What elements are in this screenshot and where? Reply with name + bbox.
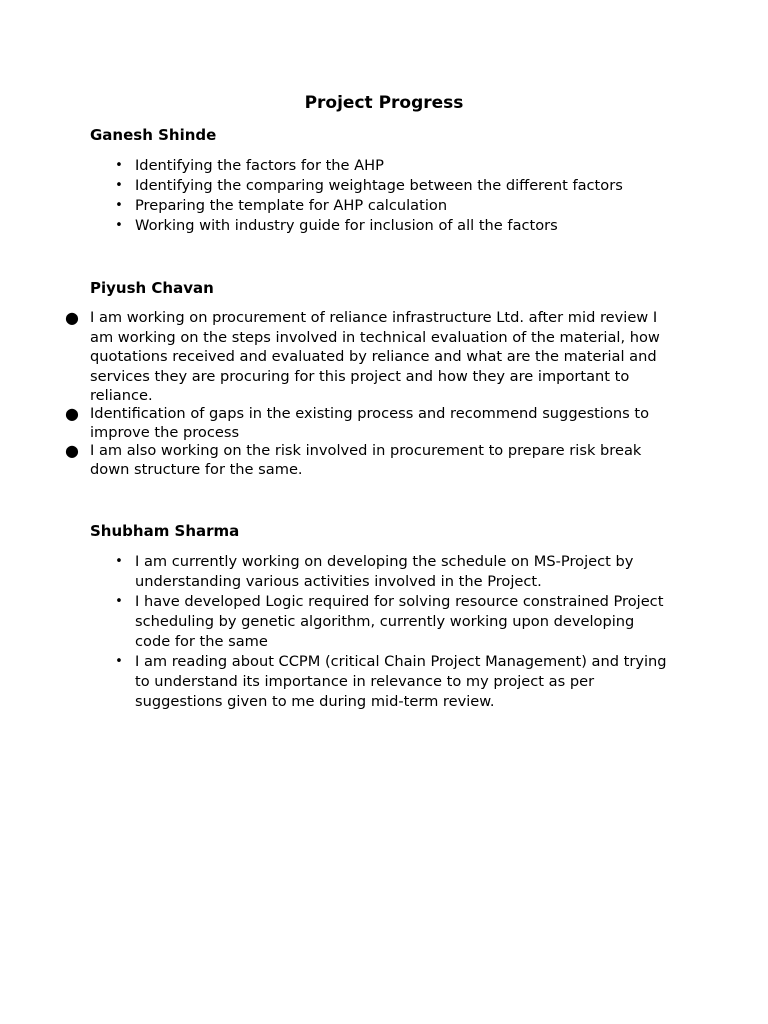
list-item — [115, 176, 695, 196]
bullet-icon: • — [115, 198, 123, 213]
list-item-text: Working with industry guide for inclusion of all the factors — [135, 217, 558, 234]
bullet-icon: • — [115, 178, 123, 193]
list-item — [65, 403, 680, 443]
list-item-text: Preparing the template for AHP calculation — [135, 197, 448, 214]
list-item-text: I am currently working on developing the schedule on MS-Project by understanding various activities involved in the Project. — [135, 553, 634, 590]
list-item — [115, 216, 695, 236]
list-item-text: I have developed Logic required for solving resource constrained Project scheduling by genetic algorithm, currently working upon developing code for the same — [135, 593, 664, 650]
bullet-icon: • — [115, 158, 123, 173]
bullet-icon: • — [115, 594, 123, 609]
bullet-icon: • — [115, 218, 123, 233]
list-item — [65, 308, 680, 406]
list-item — [115, 592, 670, 652]
list-item-text: I am reading about CCPM (critical Chain Project Management) and trying to understand its importance in relevance to my project as per suggestions given to me during mid-term review. — [135, 653, 667, 710]
bullet-icon: ● — [65, 308, 79, 327]
list-item — [115, 196, 695, 216]
bullet-icon: ● — [65, 440, 79, 460]
bullet-icon: • — [115, 654, 123, 669]
shubham-sharma-list — [115, 552, 670, 712]
list-item-text: Identifying the factors for the AHP — [135, 157, 384, 174]
list-item — [65, 440, 680, 480]
section-heading-ganesh-shinde: Ganesh Shinde — [90, 126, 217, 144]
piyush-chavan-list — [65, 308, 680, 480]
section-heading-piyush-chavan: Piyush Chavan — [90, 279, 214, 297]
list-item-text: I am working on procurement of reliance infrastructure Ltd. after mid review I am working on the steps involved in technical evaluation of the material, how quotations received and evaluated by reliance and what are the material and services they are procuring for this project and how they are important to reliance. — [90, 309, 660, 404]
section-heading-shubham-sharma: Shubham Sharma — [90, 522, 240, 540]
list-item — [115, 552, 670, 592]
list-item-text: Identifying the comparing weightage between the different factors — [135, 177, 623, 194]
list-item-text: I am also working on the risk involved in procurement to prepare risk break down structure for the same. — [90, 441, 642, 478]
page-title: Project Progress — [304, 93, 464, 113]
list-item — [115, 156, 695, 176]
ganesh-shinde-list — [115, 156, 695, 236]
list-item-text: Identification of gaps in the existing process and recommend suggestions to improve the process — [90, 404, 650, 441]
bullet-icon: ● — [65, 403, 79, 423]
bullet-icon: • — [115, 554, 123, 569]
list-item — [115, 652, 670, 712]
